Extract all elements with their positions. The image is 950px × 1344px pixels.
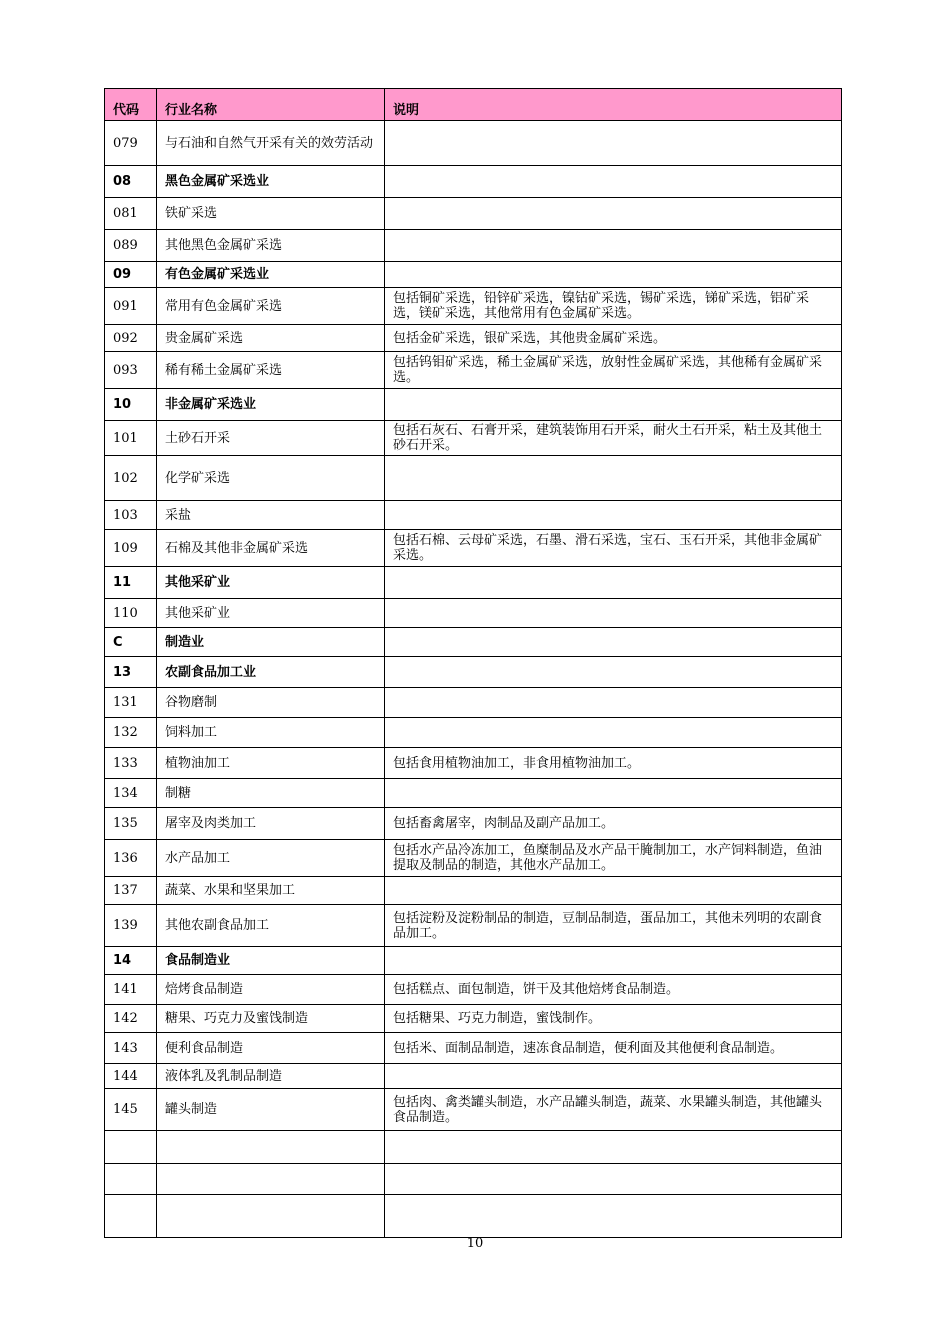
cell-code: 092 [105, 325, 157, 352]
cell-code: 141 [105, 975, 157, 1005]
table-row [105, 352, 842, 389]
cell-code: 081 [105, 198, 157, 230]
cell-desc [385, 501, 842, 530]
cell-name: 铁矿采选 [157, 198, 385, 230]
cell-code [105, 1131, 157, 1164]
table-row [105, 718, 842, 748]
cell-name: 农副食品加工业 [157, 657, 385, 688]
table-row [105, 530, 842, 567]
cell-desc [385, 121, 842, 166]
cell-name: 黑色金属矿采选业 [157, 166, 385, 198]
cell-desc [385, 688, 842, 718]
cell-code: 139 [105, 905, 157, 947]
cell-desc [385, 877, 842, 905]
cell-name: 有色金属矿采选业 [157, 262, 385, 288]
cell-code: 103 [105, 501, 157, 530]
cell-name: 植物油加工 [157, 748, 385, 779]
cell-code [105, 1164, 157, 1195]
table-row [105, 456, 842, 501]
cell-desc: 包括畜禽屠宰，肉制品及副产品加工。 [385, 808, 842, 840]
cell-desc [385, 779, 842, 808]
header-desc: 说明 [385, 89, 842, 121]
cell-desc [385, 628, 842, 657]
cell-name [157, 1131, 385, 1164]
cell-name: 制造业 [157, 628, 385, 657]
cell-name: 土砂石开采 [157, 421, 385, 456]
cell-code: 137 [105, 877, 157, 905]
cell-code [105, 1195, 157, 1238]
table-row [105, 166, 842, 198]
table-row [105, 975, 842, 1005]
cell-desc: 包括石棉、云母矿采选，石墨、滑石采选，宝石、玉石开采，其他非金属矿采选。 [385, 530, 842, 567]
table-row [105, 389, 842, 421]
table-row [105, 288, 842, 325]
cell-code: 09 [105, 262, 157, 288]
table-row [105, 567, 842, 599]
cell-desc: 包括米、面制品制造，速冻食品制造，便利面及其他便利食品制造。 [385, 1033, 842, 1064]
table-row [105, 121, 842, 166]
cell-desc: 包括石灰石、石膏开采，建筑装饰用石开采，耐火土石开采，粘土及其他土砂石开采。 [385, 421, 842, 456]
cell-name: 液体乳及乳制品制造 [157, 1064, 385, 1089]
cell-desc [385, 456, 842, 501]
cell-desc [385, 389, 842, 421]
cell-code: 089 [105, 230, 157, 262]
cell-desc [385, 262, 842, 288]
cell-name: 蔬菜、水果和坚果加工 [157, 877, 385, 905]
cell-code: 136 [105, 840, 157, 877]
table-row [105, 808, 842, 840]
cell-desc: 包括糖果、巧克力制造，蜜饯制作。 [385, 1005, 842, 1033]
table-row [105, 1164, 842, 1195]
table-row [105, 1064, 842, 1089]
cell-name [157, 1164, 385, 1195]
table-row [105, 198, 842, 230]
table-row [105, 421, 842, 456]
table-row [105, 230, 842, 262]
header-code: 代码 [105, 89, 157, 121]
cell-code: 08 [105, 166, 157, 198]
cell-code: 11 [105, 567, 157, 599]
cell-desc [385, 166, 842, 198]
industry-code-table [104, 88, 842, 1238]
cell-code: 102 [105, 456, 157, 501]
table-row [105, 688, 842, 718]
cell-code: 101 [105, 421, 157, 456]
table-row [105, 657, 842, 688]
table-row [105, 599, 842, 628]
cell-code: 135 [105, 808, 157, 840]
cell-code: 109 [105, 530, 157, 567]
cell-desc [385, 198, 842, 230]
cell-code: 142 [105, 1005, 157, 1033]
cell-desc: 包括钨钼矿采选，稀土金属矿采选，放射性金属矿采选，其他稀有金属矿采选。 [385, 352, 842, 389]
table-row [105, 1195, 842, 1238]
cell-code: 079 [105, 121, 157, 166]
cell-name: 与石油和自然气开采有关的效劳活动 [157, 121, 385, 166]
table-row [105, 1033, 842, 1064]
cell-name: 其他黑色金属矿采选 [157, 230, 385, 262]
table-row [105, 628, 842, 657]
cell-code: 091 [105, 288, 157, 325]
table-row [105, 325, 842, 352]
cell-desc [385, 1064, 842, 1089]
table-row [105, 748, 842, 779]
cell-name: 化学矿采选 [157, 456, 385, 501]
cell-code: 132 [105, 718, 157, 748]
table-header-row [105, 89, 842, 121]
cell-desc [385, 947, 842, 975]
cell-desc [385, 718, 842, 748]
cell-code: 13 [105, 657, 157, 688]
cell-name: 食品制造业 [157, 947, 385, 975]
cell-code: 110 [105, 599, 157, 628]
cell-desc [385, 230, 842, 262]
page-number: 10 [466, 1236, 484, 1251]
cell-name: 水产品加工 [157, 840, 385, 877]
cell-desc: 包括糕点、面包制造，饼干及其他焙烤食品制造。 [385, 975, 842, 1005]
cell-code: 145 [105, 1089, 157, 1131]
cell-code: C [105, 628, 157, 657]
cell-name: 谷物磨制 [157, 688, 385, 718]
cell-code: 131 [105, 688, 157, 718]
table-row [105, 905, 842, 947]
cell-name: 石棉及其他非金属矿采选 [157, 530, 385, 567]
table-row [105, 262, 842, 288]
cell-desc [385, 567, 842, 599]
table-row [105, 840, 842, 877]
table-row [105, 501, 842, 530]
cell-desc: 包括淀粉及淀粉制品的制造，豆制品制造，蛋品加工，其他未列明的农副食品加工。 [385, 905, 842, 947]
cell-name: 便利食品制造 [157, 1033, 385, 1064]
cell-desc: 包括食用植物油加工，非食用植物油加工。 [385, 748, 842, 779]
table-row [105, 947, 842, 975]
cell-name: 焙烤食品制造 [157, 975, 385, 1005]
table-row [105, 1005, 842, 1033]
cell-name: 非金属矿采选业 [157, 389, 385, 421]
table-body [105, 121, 842, 1238]
cell-desc [385, 1195, 842, 1238]
cell-code: 133 [105, 748, 157, 779]
header-name: 行业名称 [157, 89, 385, 121]
cell-desc: 包括铜矿采选，铅锌矿采选，镍钴矿采选，锡矿采选，锑矿采选，铝矿采选，镁矿采选，其他常用有色金属矿采选。 [385, 288, 842, 325]
cell-name: 稀有稀土金属矿采选 [157, 352, 385, 389]
cell-name [157, 1195, 385, 1238]
cell-name: 罐头制造 [157, 1089, 385, 1131]
table-row [105, 877, 842, 905]
cell-desc [385, 1131, 842, 1164]
cell-desc: 包括水产品冷冻加工，鱼糜制品及水产品干腌制加工，水产饲料制造，鱼油提取及制品的制造，其他水产品加工。 [385, 840, 842, 877]
cell-code: 093 [105, 352, 157, 389]
cell-code: 143 [105, 1033, 157, 1064]
cell-name: 其他采矿业 [157, 567, 385, 599]
cell-code: 14 [105, 947, 157, 975]
cell-name: 糖果、巧克力及蜜饯制造 [157, 1005, 385, 1033]
cell-name: 其他农副食品加工 [157, 905, 385, 947]
cell-name: 常用有色金属矿采选 [157, 288, 385, 325]
cell-name: 屠宰及肉类加工 [157, 808, 385, 840]
cell-code: 134 [105, 779, 157, 808]
cell-desc [385, 599, 842, 628]
cell-code: 10 [105, 389, 157, 421]
table-row [105, 1089, 842, 1131]
cell-name: 制糖 [157, 779, 385, 808]
cell-name: 采盐 [157, 501, 385, 530]
cell-name: 其他采矿业 [157, 599, 385, 628]
table-row [105, 779, 842, 808]
cell-name: 饲料加工 [157, 718, 385, 748]
cell-desc [385, 657, 842, 688]
cell-desc: 包括金矿采选，银矿采选，其他贵金属矿采选。 [385, 325, 842, 352]
cell-desc: 包括肉、禽类罐头制造，水产品罐头制造，蔬菜、水果罐头制造，其他罐头食品制造。 [385, 1089, 842, 1131]
table-row [105, 1131, 842, 1164]
cell-desc [385, 1164, 842, 1195]
cell-name: 贵金属矿采选 [157, 325, 385, 352]
cell-code: 144 [105, 1064, 157, 1089]
